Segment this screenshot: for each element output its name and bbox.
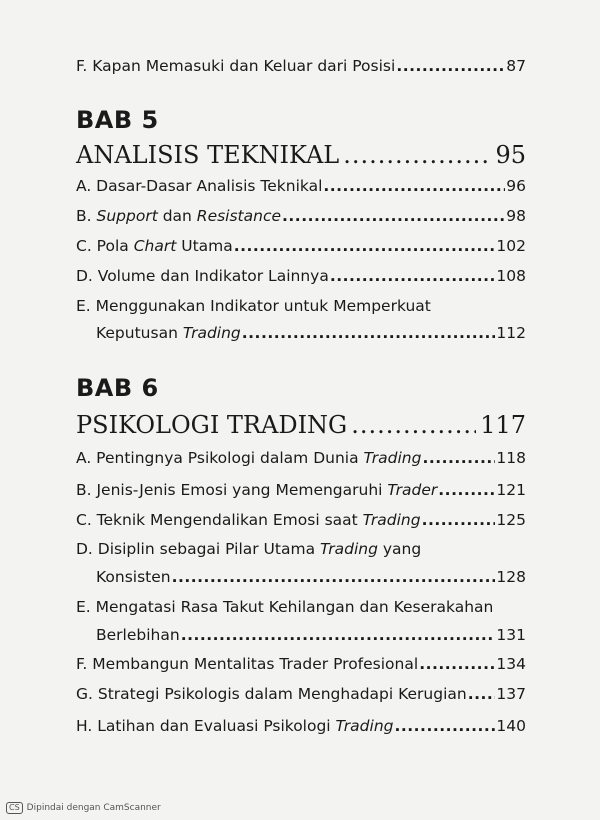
toc-entry-bab6-e — [76, 597, 526, 645]
toc-entry-bab6-c — [76, 510, 526, 530]
chapter-title: PSIKOLOGI TRADING — [76, 411, 348, 439]
entry-title — [76, 236, 233, 256]
chapter-page-number: 117 — [480, 411, 526, 439]
page-number: 131 — [496, 626, 526, 644]
page-number: 98 — [506, 207, 526, 225]
toc-entry-bab6-h — [76, 716, 526, 736]
page-number: 128 — [496, 568, 526, 586]
scanner-watermark — [6, 802, 161, 814]
dot-leader — [422, 448, 495, 468]
entry-title-prefix: C. Teknik Mengendalikan Emosi saat — [76, 511, 363, 529]
page-number: 118 — [496, 449, 526, 467]
chapter-title: ANALISIS TEKNIKAL — [76, 141, 340, 169]
entry-title-line1: E. Menggunakan Indikator untuk Memperkuat — [76, 297, 431, 315]
chapter-title-row — [76, 140, 526, 170]
entry-title-line2: Berlebihan — [96, 626, 180, 644]
entry-title-prefix: A. Pentingnya Psikologi dalam Dunia — [76, 449, 364, 467]
entry-title-italic: Trading — [362, 511, 421, 529]
page-number: 87 — [506, 57, 526, 75]
entry-title-suffix: Utama — [176, 237, 233, 255]
page-number: 121 — [496, 481, 526, 499]
entry-title-italic: Chart — [133, 237, 177, 255]
entry-title-line1: E. Mengatasi Rasa Takut Kehilangan dan Keserakahan — [76, 598, 494, 616]
camscanner-logo-icon: CS — [6, 802, 23, 814]
entry-title-prefix: B. — [76, 207, 97, 225]
entry-title-prefix: H. Latihan dan Evaluasi Psikologi — [76, 717, 336, 735]
entry-title-italic: Trading — [335, 717, 394, 735]
chapter-label: BAB 6 — [76, 374, 159, 402]
dot-leader — [396, 56, 505, 76]
entry-title-italic: Resistance — [196, 207, 282, 225]
page-number: 134 — [496, 655, 526, 673]
toc-entry-bab5-d — [76, 266, 526, 286]
dot-leader — [343, 140, 491, 170]
dot-leader — [181, 625, 496, 645]
entry-title-italic: Support — [96, 207, 158, 225]
chapter-page-number: 95 — [495, 141, 526, 169]
entry-title: G. Strategi Psikologis dalam Menghadapi Kerugian — [76, 685, 467, 703]
toc-entry-bab6-f — [76, 654, 526, 674]
entry-title-line2: Konsisten — [96, 568, 171, 586]
entry-title — [76, 206, 281, 226]
dot-leader — [395, 716, 496, 736]
toc-entry-bab6-g — [76, 684, 526, 704]
page-number: 102 — [496, 237, 526, 255]
entry-title: F. Kapan Memasuki dan Keluar dari Posisi — [76, 57, 396, 75]
toc-entry-bab5-a — [76, 176, 526, 196]
entry-title-suffix: yang — [377, 540, 422, 558]
dot-leader — [330, 266, 496, 286]
entry-title: F. Membangun Mentalitas Trader Profesional — [76, 655, 419, 673]
dot-leader — [282, 206, 505, 226]
entry-title: A. Dasar-Dasar Analisis Teknikal — [76, 177, 323, 195]
entry-title — [76, 716, 394, 736]
chapter-label: BAB 5 — [76, 106, 159, 134]
entry-title-italic: Trading — [363, 449, 422, 467]
entry-title-prefix: D. Disiplin sebagai Pilar Utama — [76, 540, 320, 558]
toc-entry-bab6-d — [76, 539, 526, 587]
watermark-text: Dipindai dengan CamScanner — [26, 803, 161, 813]
entry-title — [76, 480, 437, 500]
dot-leader — [422, 510, 496, 530]
toc-entry-bab5-e — [76, 296, 526, 343]
page-number: 140 — [496, 717, 526, 735]
entry-title: D. Volume dan Indikator Lainnya — [76, 267, 329, 285]
entry-title — [76, 510, 421, 530]
page-number: 112 — [496, 324, 526, 342]
entry-title-italic: Trading — [182, 324, 241, 342]
page-number: 125 — [496, 511, 526, 529]
toc-entry-bab6-a — [76, 448, 526, 468]
dot-leader — [351, 410, 476, 440]
chapter-title-row — [76, 410, 526, 440]
page-number: 137 — [496, 685, 526, 703]
page-number: 108 — [496, 267, 526, 285]
dot-leader — [234, 236, 496, 256]
dot-leader — [438, 480, 495, 500]
entry-title-line1 — [76, 539, 421, 559]
dot-leader — [468, 684, 496, 704]
entry-title-prefix: B. Jenis-Jenis Emosi yang Memengaruhi — [76, 481, 388, 499]
dot-leader — [419, 654, 495, 674]
entry-title-line2 — [96, 323, 241, 343]
toc-entry-bab5-c — [76, 236, 526, 256]
toc-entry-bab6-b — [76, 480, 526, 500]
entry-title-italic: Trader — [387, 481, 438, 499]
entry-title-prefix: Keputusan — [96, 324, 183, 342]
toc-entry-bab4-f — [76, 56, 526, 76]
dot-leader — [323, 176, 505, 196]
toc-entry-bab5-b — [76, 206, 526, 226]
entry-title — [76, 448, 421, 468]
entry-title-mid: dan — [157, 207, 197, 225]
dot-leader — [172, 567, 496, 587]
entry-title-prefix: C. Pola — [76, 237, 134, 255]
page-number: 96 — [506, 177, 526, 195]
entry-title-italic: Trading — [320, 540, 378, 558]
dot-leader — [242, 323, 496, 343]
